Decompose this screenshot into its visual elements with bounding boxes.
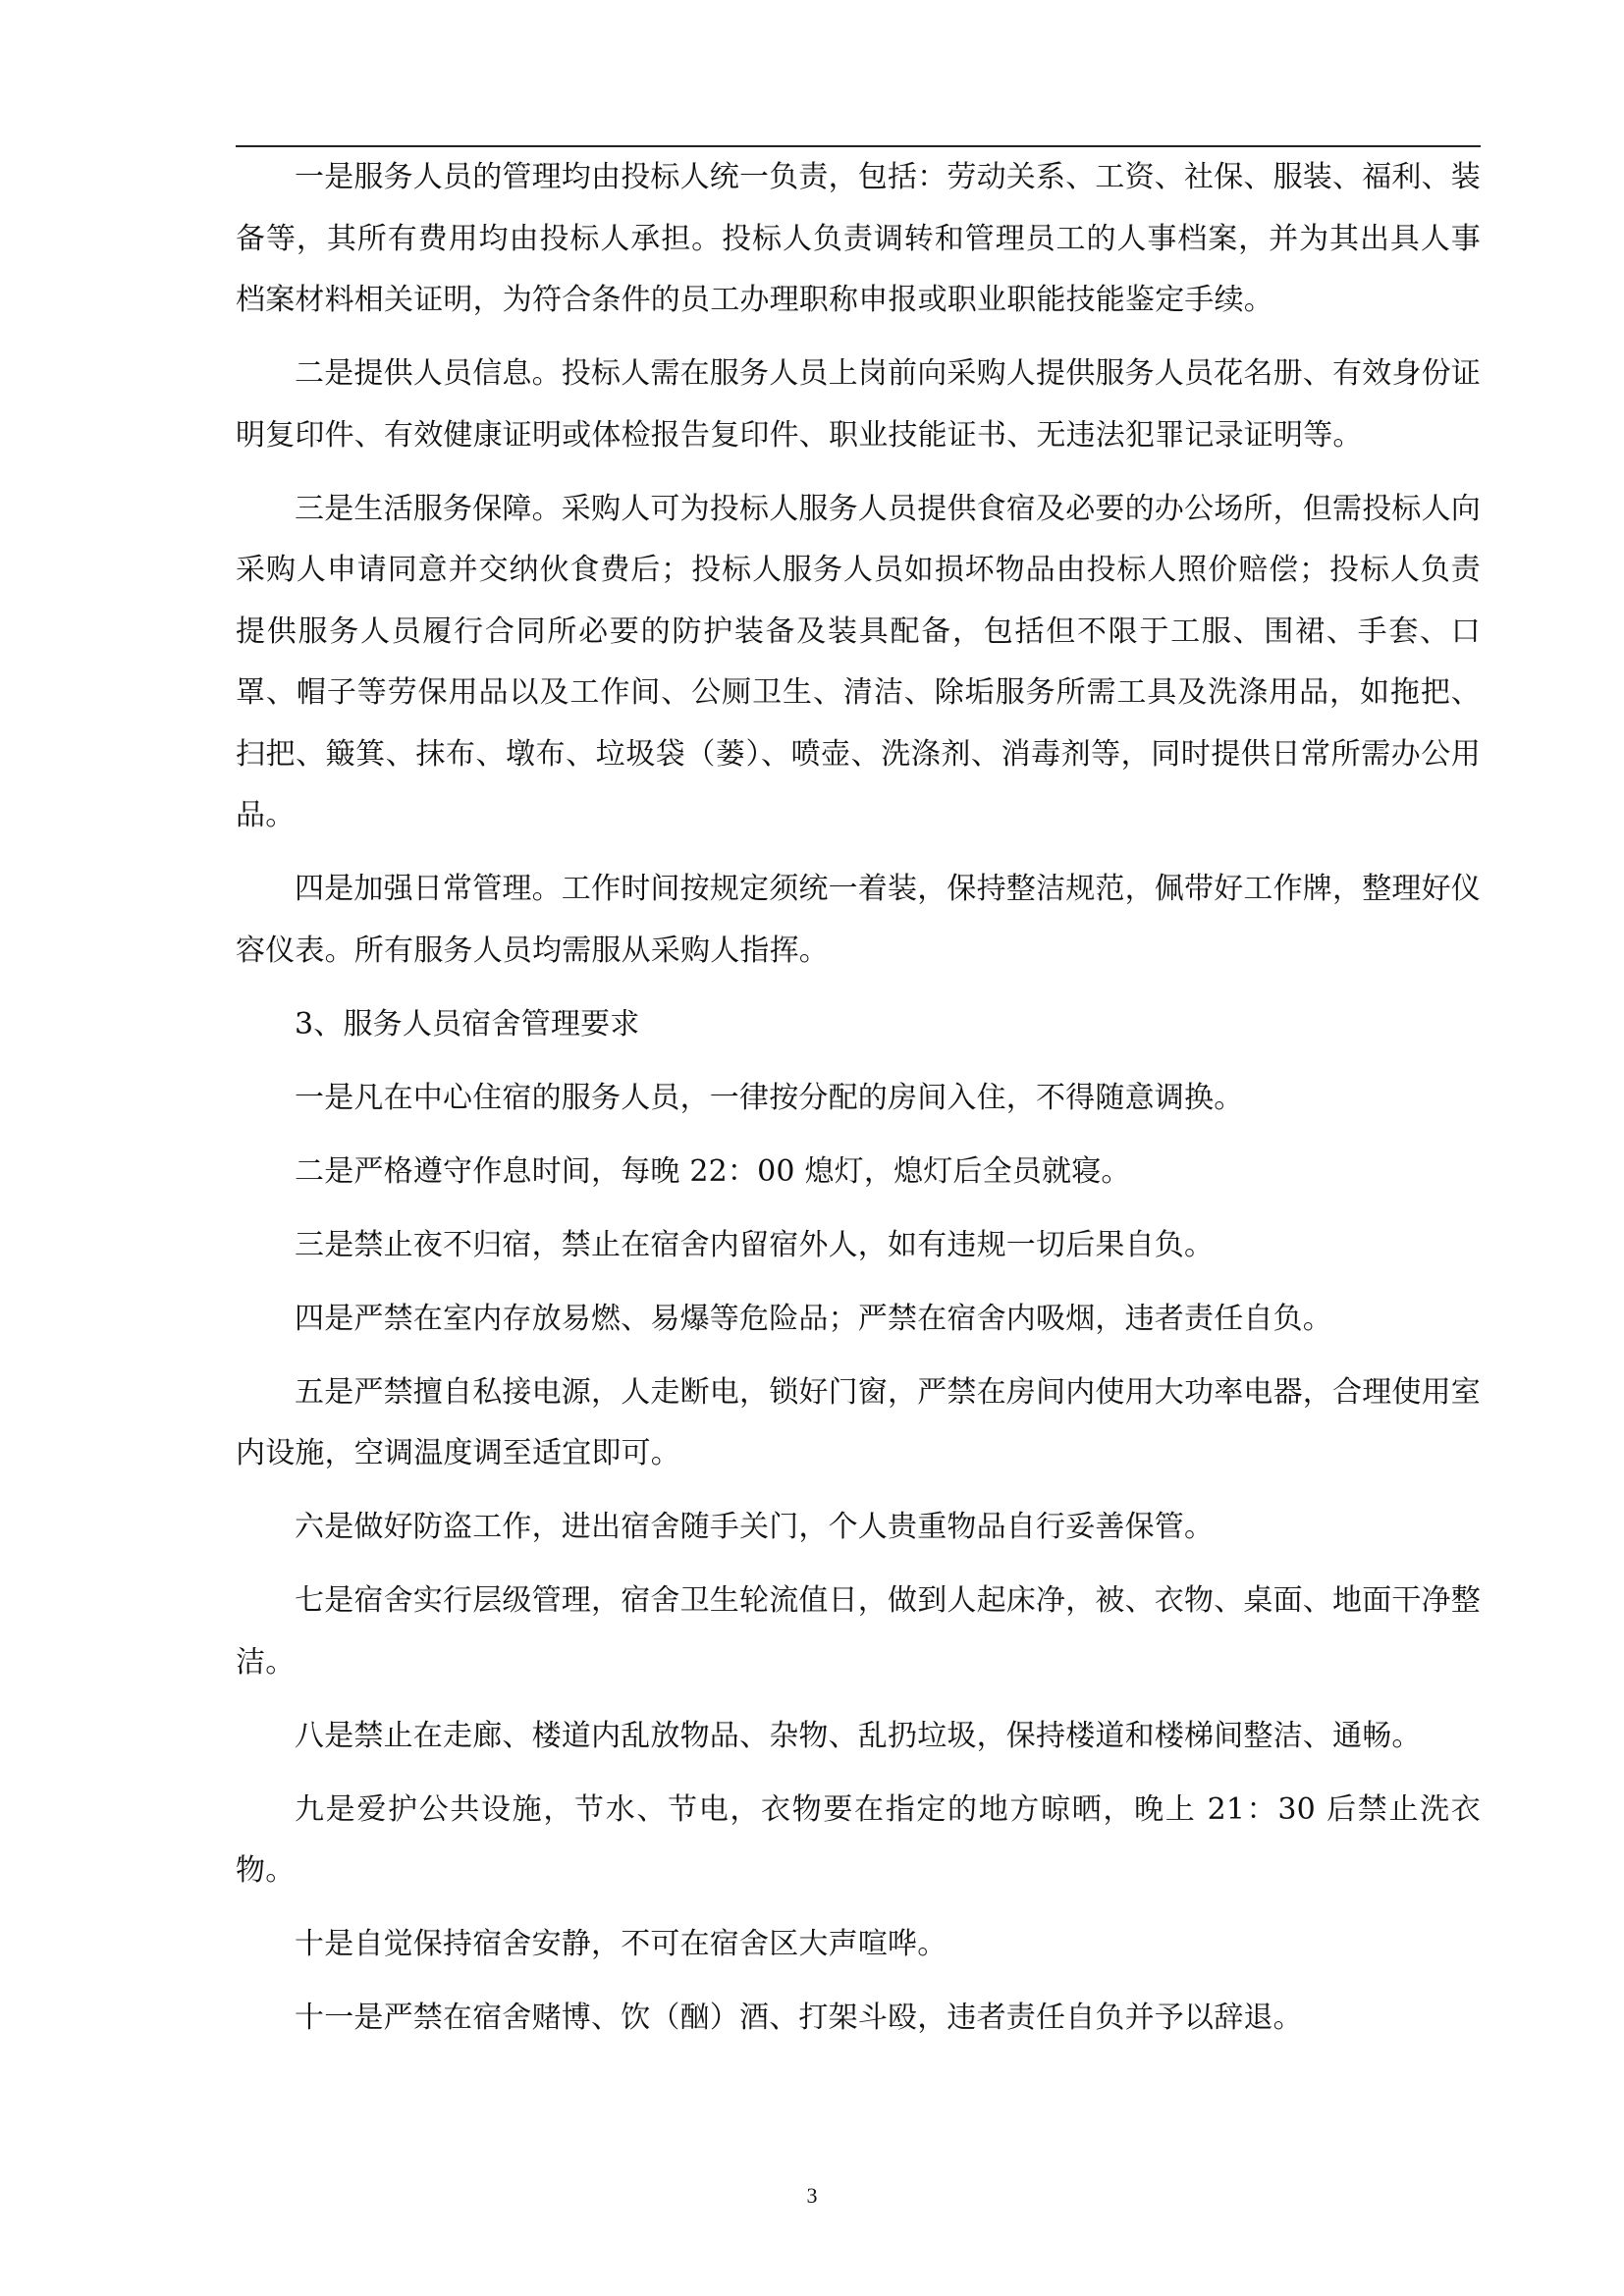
paragraph: 四是严禁在室内存放易燃、易爆等危险品；严禁在宿舍内吸烟，违者责任自负。 — [295, 1301, 1332, 1336]
page-number: 3 — [806, 2183, 818, 2208]
paragraph: 一是凡在中心住宿的服务人员，一律按分配的房间入住，不得随意调换。 — [295, 1080, 1244, 1115]
paragraph: 四是加强日常管理。工作时间按规定须统一着装，保持整洁规范，佩带好工作牌，整理好仪容仪表。所有服务人员均需服从采购人指挥。 — [236, 872, 1481, 968]
paragraph: 十是自觉保持宿舍安静，不可在宿舍区大声喧哗。 — [295, 1927, 947, 1961]
paragraph: 三是生活服务保障。采购人可为投标人服务人员提供食宿及必要的办公场所，但需投标人向采购人申请同意并交纳伙食费后；投标人服务人员如损坏物品由投标人照价赔偿；投标人负责提供服务人员履行合同所必要的防护装备及装具配备，包括但不限于工服、围裙、手套、口罩、帽子等劳保用品以及工作间、公厕卫生、清洁、除垢服务所需工具及洗涤用品，如拖把、扫把、簸箕、抹布、墩布、垃圾袋（蒌）、喷壶、洗涤剂、消毒剂等，同时提供日常所需办公用品。 — [236, 491, 1481, 832]
paragraph: 五是严禁擅自私接电源，人走断电，锁好门窗，严禁在房间内使用大功率电器，合理使用室内设施，空调温度调至适宜即可。 — [236, 1374, 1481, 1470]
paragraph: 二是严格遵守作息时间，每晚 22：00 熄灯，熄灯后全员就寝。 — [295, 1153, 1131, 1189]
paragraph: 六是做好防盗工作，进出宿舍随手关门，个人贵重物品自行妥善保管。 — [295, 1510, 1215, 1544]
paragraph: 三是禁止夜不归宿，禁止在宿舍内留宿外人，如有违规一切后果自负。 — [295, 1227, 1215, 1262]
document-body — [236, 147, 1481, 2061]
paragraph: 二是提供人员信息。投标人需在服务人员上岗前向采购人提供服务人员花名册、有效身份证明复印件、有效健康证明或体检报告复印件、职业技能证书、无违法犯罪记录证明等。 — [236, 356, 1481, 453]
paragraph: 一是服务人员的管理均由投标人统一负责，包括：劳动关系、工资、社保、服装、福利、装备等，其所有费用均由投标人承担。投标人负责调转和管理员工的人事档案，并为其出具人事档案材料相关证明，为符合条件的员工办理职称申报或职业职能技能鉴定手续。 — [236, 160, 1481, 317]
paragraph: 九是爱护公共设施，节水、节电，衣物要在指定的地方晾晒，晚上 21：30 后禁止洗衣物。 — [236, 1791, 1481, 1888]
section-heading: 3、服务人员宿舍管理要求 — [295, 1006, 640, 1041]
paragraph: 八是禁止在走廊、楼道内乱放物品、杂物、乱扔垃圾，保持楼道和楼梯间整洁、通畅。 — [295, 1718, 1422, 1753]
paragraph: 十一是严禁在宿舍赌博、饮（酗）酒、打架斗殴，违者责任自负并予以辞退。 — [295, 2001, 1303, 2035]
paragraph: 七是宿舍实行层级管理，宿舍卫生轮流值日，做到人起床净，被、衣物、桌面、地面干净整洁。 — [236, 1583, 1481, 1680]
